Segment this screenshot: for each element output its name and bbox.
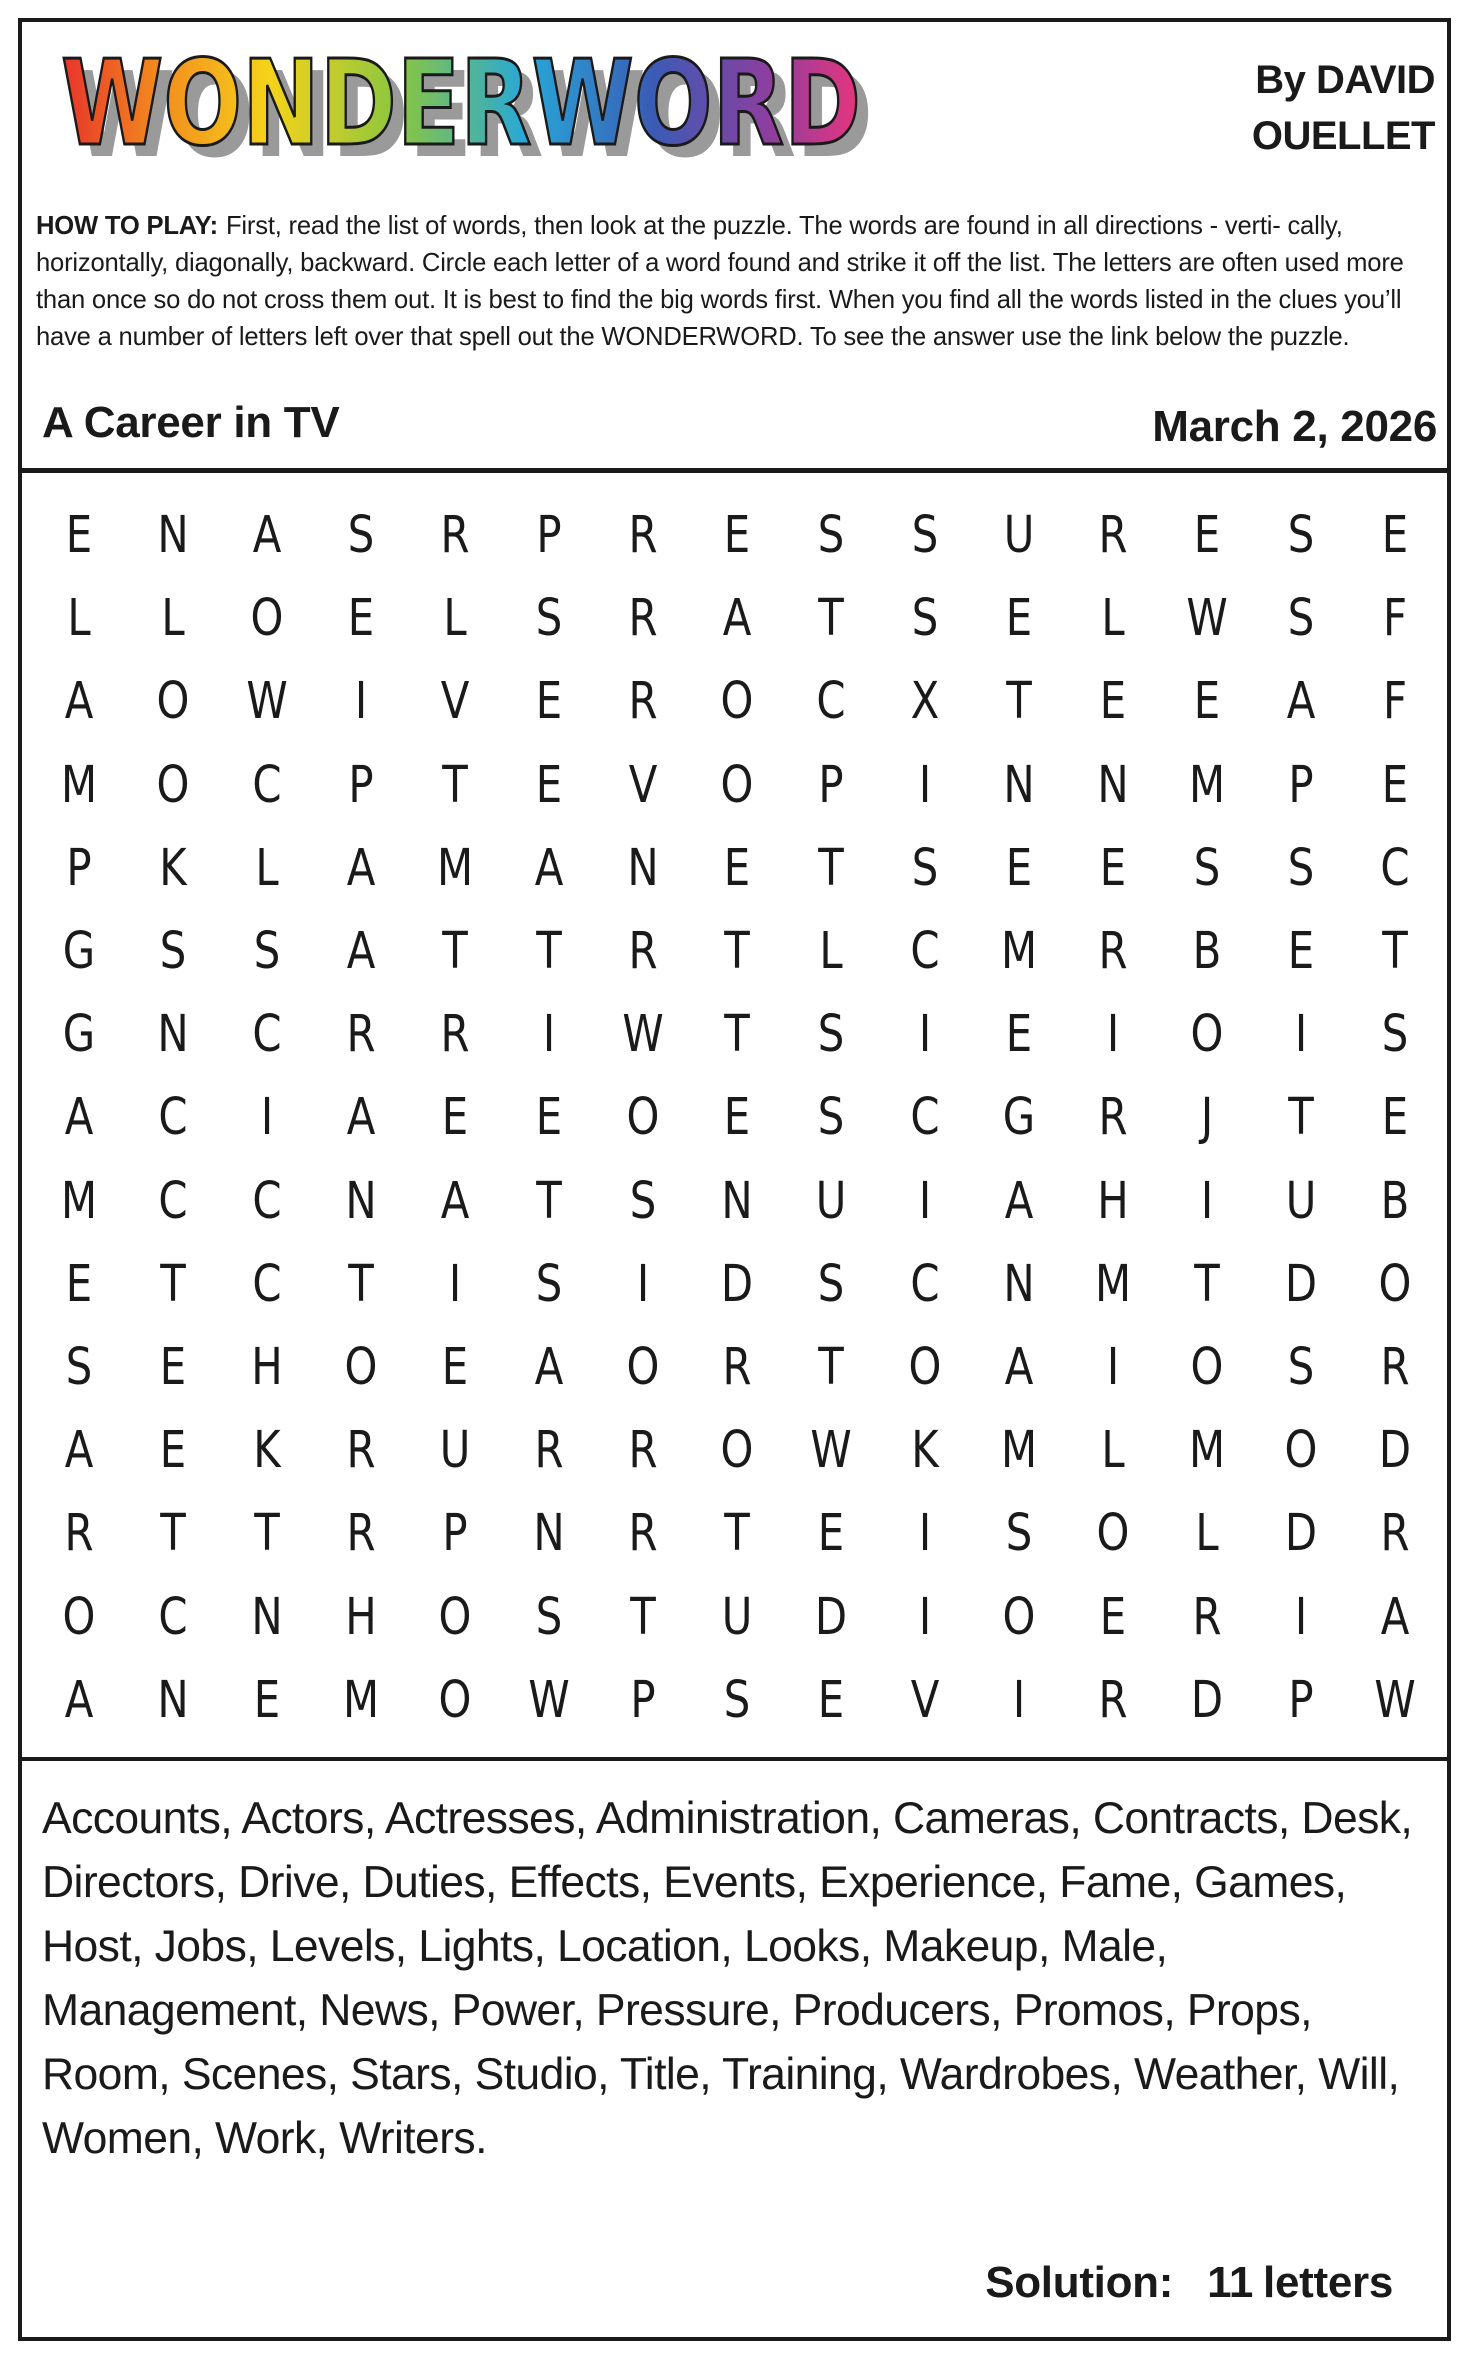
grid-letter[interactable]: K bbox=[911, 1421, 939, 1481]
grid-letter[interactable]: T bbox=[442, 922, 468, 982]
grid-letter[interactable]: U bbox=[721, 1587, 753, 1647]
grid-letter[interactable]: R bbox=[440, 1005, 470, 1065]
svg-text:WONDERWORD: WONDERWORD bbox=[73, 46, 873, 178]
word-list: Accounts, Actors, Actresses, Administration, Cameras, Contracts, Desk, Directors, Drive, Duties, Effects, Events, Experience, Fame, Games, Host, Jobs, Levels, Lights, Location, Looks, Makeup, Male, Management, News, Power, Pressure, Producers, Promos, Props, Room, Scenes, Stars, Studio, Title, Training, Wardrobes, Weather, Will, Women, Work, Writers. bbox=[42, 1794, 1413, 2163]
grid-letter[interactable]: O bbox=[1190, 1005, 1224, 1065]
grid-letter[interactable]: I bbox=[918, 1171, 932, 1231]
grid-letter[interactable]: I bbox=[1294, 1005, 1308, 1065]
grid-letter[interactable]: E bbox=[817, 1504, 845, 1564]
grid-letter[interactable]: F bbox=[1382, 672, 1408, 732]
grid-letter[interactable]: E bbox=[1193, 506, 1221, 566]
grid-letter[interactable]: I bbox=[1294, 1587, 1308, 1647]
grid-letter[interactable]: L bbox=[1195, 1504, 1219, 1564]
grid-letter[interactable]: N bbox=[157, 1670, 189, 1730]
grid-letter[interactable]: R bbox=[1098, 1670, 1128, 1730]
grid-letter[interactable]: I bbox=[260, 1088, 274, 1148]
grid-letter[interactable]: W bbox=[810, 1421, 852, 1481]
grid-letter[interactable]: E bbox=[1005, 1005, 1033, 1065]
byline-line-1: By DAVID bbox=[1255, 58, 1435, 102]
grid-letter[interactable]: N bbox=[157, 506, 189, 566]
grid-letter[interactable]: E bbox=[441, 1338, 469, 1398]
grid-letter[interactable]: L bbox=[161, 589, 185, 649]
grid-letter[interactable]: I bbox=[354, 672, 368, 732]
grid-letter[interactable]: W bbox=[246, 672, 288, 732]
grid-letter[interactable]: O bbox=[1096, 1504, 1130, 1564]
grid-letter[interactable]: S bbox=[1005, 1504, 1033, 1564]
grid-letter[interactable]: F bbox=[1382, 589, 1408, 649]
grid-letter[interactable]: I bbox=[542, 1005, 556, 1065]
grid-letter[interactable]: G bbox=[1002, 1088, 1036, 1148]
grid-letter[interactable]: E bbox=[441, 1088, 469, 1148]
grid-letter[interactable]: T bbox=[1288, 1088, 1314, 1148]
grid-letter[interactable]: S bbox=[347, 506, 375, 566]
grid-letter[interactable]: O bbox=[344, 1338, 378, 1398]
grid-letter[interactable]: E bbox=[159, 1338, 187, 1398]
grid-letter[interactable]: R bbox=[722, 1338, 752, 1398]
grid-letter[interactable]: E bbox=[535, 672, 563, 732]
grid-letter[interactable]: L bbox=[443, 589, 467, 649]
grid-letter[interactable]: A bbox=[346, 1088, 376, 1148]
grid-letter[interactable]: A bbox=[1004, 1171, 1034, 1231]
grid-letter[interactable]: O bbox=[720, 755, 754, 815]
grid-letter[interactable]: C bbox=[252, 1254, 282, 1314]
solution-count: 11 bbox=[1207, 2258, 1254, 2307]
letter-grid bbox=[32, 494, 1442, 1742]
grid-letter[interactable]: C bbox=[910, 922, 940, 982]
grid-letter[interactable]: K bbox=[253, 1421, 281, 1481]
grid-letter[interactable]: H bbox=[251, 1338, 283, 1398]
grid-letter[interactable]: E bbox=[723, 838, 751, 898]
grid-letter[interactable]: M bbox=[1000, 1421, 1038, 1481]
grid-letter[interactable]: X bbox=[910, 672, 940, 732]
grid-letter[interactable]: O bbox=[62, 1587, 96, 1647]
grid-letter[interactable]: I bbox=[918, 1504, 932, 1564]
grid-letter[interactable]: S bbox=[1287, 1338, 1315, 1398]
grid-letter[interactable]: C bbox=[910, 1254, 940, 1314]
grid-letter[interactable]: O bbox=[250, 589, 284, 649]
grid-letter[interactable]: B bbox=[1380, 1171, 1410, 1231]
grid-letter[interactable]: N bbox=[627, 838, 659, 898]
grid-letter[interactable]: I bbox=[1106, 1338, 1120, 1398]
grid-letter[interactable]: R bbox=[628, 589, 658, 649]
grid-letter[interactable]: U bbox=[439, 1421, 471, 1481]
grid-letter[interactable]: S bbox=[817, 506, 845, 566]
grid-letter[interactable]: E bbox=[1099, 1587, 1127, 1647]
grid-letter[interactable]: M bbox=[342, 1670, 380, 1730]
grid-letter[interactable]: O bbox=[438, 1587, 472, 1647]
grid-letter[interactable]: R bbox=[1380, 1504, 1410, 1564]
grid-letter[interactable]: U bbox=[1285, 1171, 1317, 1231]
grid-letter[interactable]: S bbox=[535, 589, 563, 649]
grid-letter[interactable]: C bbox=[158, 1587, 188, 1647]
grid-letter[interactable]: O bbox=[626, 1338, 660, 1398]
grid-letter[interactable]: R bbox=[628, 672, 658, 732]
grid-letter[interactable]: T bbox=[442, 755, 468, 815]
grid-letter[interactable]: A bbox=[722, 589, 752, 649]
grid-letter[interactable]: R bbox=[440, 506, 470, 566]
grid-letter[interactable]: I bbox=[448, 1254, 462, 1314]
grid-letter[interactable]: P bbox=[442, 1504, 468, 1564]
grid-letter[interactable]: N bbox=[1003, 1254, 1035, 1314]
grid-letter[interactable]: I bbox=[1106, 1005, 1120, 1065]
grid-letter[interactable]: T bbox=[536, 1171, 562, 1231]
grid-letter[interactable]: D bbox=[1284, 1254, 1318, 1314]
grid-letter[interactable]: E bbox=[817, 1670, 845, 1730]
grid-letter[interactable]: S bbox=[1287, 838, 1315, 898]
grid-letter[interactable]: T bbox=[818, 1338, 844, 1398]
grid-letter[interactable]: E bbox=[535, 1088, 563, 1148]
grid-letter[interactable]: T bbox=[536, 922, 562, 982]
grid-letter[interactable]: T bbox=[348, 1254, 374, 1314]
grid-letter[interactable]: W bbox=[1186, 589, 1228, 649]
grid-letter[interactable]: S bbox=[911, 506, 939, 566]
puzzle-title: A Career in TV bbox=[42, 398, 340, 447]
grid-letter[interactable]: W bbox=[1374, 1670, 1416, 1730]
grid-letter[interactable]: G bbox=[62, 922, 96, 982]
grid-letter[interactable]: A bbox=[1286, 672, 1316, 732]
grid-letter[interactable]: T bbox=[1006, 672, 1032, 732]
grid-letter[interactable]: C bbox=[816, 672, 846, 732]
grid-letter[interactable]: S bbox=[1193, 838, 1221, 898]
grid-letter[interactable]: O bbox=[156, 755, 190, 815]
grid-letter[interactable]: O bbox=[1190, 1338, 1224, 1398]
grid-letter[interactable]: H bbox=[1097, 1171, 1129, 1231]
grid-letter[interactable]: R bbox=[628, 922, 658, 982]
grid-letter[interactable]: S bbox=[1381, 1005, 1409, 1065]
grid-letter[interactable]: N bbox=[157, 1005, 189, 1065]
grid-letter[interactable]: T bbox=[160, 1504, 186, 1564]
grid-letter[interactable]: A bbox=[1380, 1587, 1410, 1647]
grid-letter[interactable]: R bbox=[346, 1005, 376, 1065]
grid-letter[interactable]: R bbox=[346, 1421, 376, 1481]
grid-letter[interactable]: E bbox=[1381, 506, 1409, 566]
grid-letter[interactable]: C bbox=[252, 1171, 282, 1231]
grid-letter[interactable]: R bbox=[1098, 506, 1128, 566]
grid-letter[interactable]: L bbox=[1101, 589, 1125, 649]
grid-letter[interactable]: S bbox=[253, 922, 281, 982]
grid-letter[interactable]: O bbox=[1284, 1421, 1318, 1481]
byline-line-2: OUELLET bbox=[1251, 114, 1435, 158]
grid-letter[interactable]: H bbox=[345, 1587, 377, 1647]
grid-letter[interactable]: A bbox=[534, 838, 564, 898]
grid-letter[interactable]: K bbox=[159, 838, 187, 898]
grid-letter[interactable]: A bbox=[1004, 1338, 1034, 1398]
grid-letter[interactable]: E bbox=[159, 1421, 187, 1481]
solution-label: Solution: bbox=[985, 2258, 1174, 2307]
grid-letter[interactable]: V bbox=[910, 1670, 940, 1730]
grid-letter[interactable]: I bbox=[636, 1254, 650, 1314]
grid-letter[interactable]: S bbox=[911, 838, 939, 898]
grid-letter[interactable]: P bbox=[630, 1670, 656, 1730]
grid-letter[interactable]: S bbox=[535, 1254, 563, 1314]
grid-letter[interactable]: E bbox=[1099, 838, 1127, 898]
grid-letter[interactable]: O bbox=[720, 672, 754, 732]
how-to-play-label: HOW TO PLAY: bbox=[36, 212, 218, 240]
grid-letter[interactable]: I bbox=[918, 1587, 932, 1647]
grid-letter[interactable]: C bbox=[252, 1005, 282, 1065]
grid-letter[interactable]: P bbox=[1288, 1670, 1314, 1730]
grid-letter[interactable]: O bbox=[438, 1670, 472, 1730]
grid-letter[interactable]: L bbox=[67, 589, 91, 649]
grid-letter[interactable]: S bbox=[723, 1670, 751, 1730]
grid-letter[interactable]: A bbox=[252, 506, 282, 566]
grid-letter[interactable]: I bbox=[918, 1005, 932, 1065]
grid-letter[interactable]: A bbox=[440, 1171, 470, 1231]
grid-letter[interactable]: M bbox=[1000, 922, 1038, 982]
solution-unit: letters bbox=[1263, 2258, 1393, 2307]
grid-letter[interactable]: D bbox=[720, 1254, 754, 1314]
grid-letter[interactable]: T bbox=[254, 1504, 280, 1564]
grid-letter[interactable]: J bbox=[1200, 1088, 1214, 1148]
puzzle-date: March 2, 2026 bbox=[1152, 402, 1437, 451]
grid-letter[interactable]: C bbox=[1380, 838, 1410, 898]
grid-letter[interactable]: L bbox=[255, 838, 279, 898]
grid-letter[interactable]: O bbox=[156, 672, 190, 732]
grid-letter[interactable]: R bbox=[1192, 1587, 1222, 1647]
grid-letter[interactable]: E bbox=[1193, 672, 1221, 732]
grid-letter[interactable]: E bbox=[253, 1670, 281, 1730]
how-to-play bbox=[36, 208, 1446, 356]
grid-letter[interactable]: O bbox=[908, 1338, 942, 1398]
grid-letter[interactable]: S bbox=[1287, 589, 1315, 649]
grid-letter[interactable]: N bbox=[1097, 755, 1129, 815]
grid-letter[interactable]: A bbox=[64, 672, 94, 732]
grid-letter[interactable]: D bbox=[1190, 1670, 1224, 1730]
grid-letter[interactable]: C bbox=[158, 1171, 188, 1231]
grid-letter[interactable]: A bbox=[346, 922, 376, 982]
grid-letter[interactable]: R bbox=[534, 1421, 564, 1481]
grid-letter[interactable]: E bbox=[1005, 589, 1033, 649]
grid-letter[interactable]: M bbox=[60, 1171, 98, 1231]
grid-letter[interactable]: S bbox=[1287, 506, 1315, 566]
grid-letter[interactable]: D bbox=[1378, 1421, 1412, 1481]
grid-letter[interactable]: S bbox=[65, 1338, 93, 1398]
grid-letter[interactable]: V bbox=[440, 672, 470, 732]
grid-letter[interactable]: E bbox=[723, 1088, 751, 1148]
wonderword-logo bbox=[55, 38, 905, 178]
byline bbox=[1252, 52, 1435, 164]
grid-letter[interactable]: E bbox=[65, 1254, 93, 1314]
grid-letter[interactable]: T bbox=[1382, 922, 1408, 982]
grid-letter[interactable]: R bbox=[628, 1504, 658, 1564]
grid-letter[interactable]: M bbox=[436, 838, 474, 898]
grid-letter[interactable]: W bbox=[528, 1670, 570, 1730]
grid-letter[interactable]: T bbox=[724, 1504, 750, 1564]
grid-letter[interactable]: U bbox=[815, 1171, 847, 1231]
grid-letter[interactable]: M bbox=[1094, 1254, 1132, 1314]
grid-letter[interactable]: S bbox=[817, 1254, 845, 1314]
grid-letter[interactable]: R bbox=[628, 1421, 658, 1481]
grid-letter[interactable]: S bbox=[911, 589, 939, 649]
grid-letter[interactable]: D bbox=[814, 1587, 848, 1647]
grid-letter[interactable]: E bbox=[535, 755, 563, 815]
grid-letter[interactable]: I bbox=[1200, 1171, 1214, 1231]
grid-letter[interactable]: E bbox=[1005, 838, 1033, 898]
grid-letter[interactable]: R bbox=[346, 1504, 376, 1564]
svg-text:WONDERWORD: WONDERWORD bbox=[61, 38, 861, 172]
grid-letter[interactable]: M bbox=[1188, 755, 1226, 815]
grid-letter[interactable]: P bbox=[66, 838, 92, 898]
grid-letter[interactable]: A bbox=[64, 1088, 94, 1148]
grid-letter[interactable]: W bbox=[622, 1005, 664, 1065]
grid-letter[interactable]: M bbox=[60, 755, 98, 815]
grid-letter[interactable]: N bbox=[251, 1587, 283, 1647]
grid-letter[interactable]: M bbox=[1188, 1421, 1226, 1481]
grid-letter[interactable]: R bbox=[64, 1504, 94, 1564]
grid-letter[interactable]: S bbox=[629, 1171, 657, 1231]
grid-letter[interactable]: L bbox=[819, 922, 843, 982]
grid-letter[interactable]: R bbox=[1380, 1338, 1410, 1398]
grid-letter[interactable]: U bbox=[1003, 506, 1035, 566]
grid-letter[interactable]: R bbox=[1098, 1088, 1128, 1148]
grid-letter[interactable]: S bbox=[159, 922, 187, 982]
divider-top bbox=[18, 468, 1451, 473]
grid-letter[interactable]: E bbox=[723, 506, 751, 566]
grid-letter[interactable]: E bbox=[1099, 672, 1127, 732]
grid-letter[interactable]: T bbox=[724, 922, 750, 982]
grid-letter[interactable]: E bbox=[1381, 1088, 1409, 1148]
grid-letter[interactable]: S bbox=[817, 1088, 845, 1148]
grid-letter[interactable]: C bbox=[158, 1088, 188, 1148]
grid-letter[interactable]: T bbox=[160, 1254, 186, 1314]
grid-letter[interactable]: N bbox=[533, 1504, 565, 1564]
grid-letter[interactable]: E bbox=[1381, 755, 1409, 815]
grid-letter[interactable]: B bbox=[1192, 922, 1222, 982]
divider-bottom bbox=[22, 1757, 1451, 1761]
grid-letter[interactable]: N bbox=[1003, 755, 1035, 815]
grid-letter[interactable]: E bbox=[347, 589, 375, 649]
grid-letter[interactable]: O bbox=[1002, 1587, 1036, 1647]
grid-letter[interactable]: T bbox=[630, 1587, 656, 1647]
grid-letter[interactable]: T bbox=[724, 1005, 750, 1065]
grid-letter[interactable]: P bbox=[1288, 755, 1314, 815]
grid-letter[interactable]: E bbox=[1287, 922, 1315, 982]
grid-letter[interactable]: T bbox=[818, 838, 844, 898]
grid-letter[interactable]: A bbox=[534, 1338, 564, 1398]
grid-letter[interactable]: A bbox=[64, 1670, 94, 1730]
grid-letter[interactable]: I bbox=[918, 755, 932, 815]
grid-letter[interactable]: L bbox=[1101, 1421, 1125, 1481]
grid-letter[interactable]: N bbox=[345, 1171, 377, 1231]
grid-letter[interactable]: R bbox=[628, 506, 658, 566]
grid-letter[interactable]: R bbox=[1098, 922, 1128, 982]
grid-letter[interactable]: O bbox=[720, 1421, 754, 1481]
grid-letter[interactable]: P bbox=[536, 506, 562, 566]
grid-letter[interactable]: A bbox=[346, 838, 376, 898]
grid-letter[interactable]: S bbox=[817, 1005, 845, 1065]
grid-letter[interactable]: E bbox=[65, 506, 93, 566]
grid-letter[interactable]: A bbox=[64, 1421, 94, 1481]
grid-letter[interactable]: S bbox=[535, 1587, 563, 1647]
grid-letter[interactable]: G bbox=[62, 1005, 96, 1065]
grid-letter[interactable]: P bbox=[818, 755, 844, 815]
grid-letter[interactable]: C bbox=[910, 1088, 940, 1148]
grid-letter[interactable]: D bbox=[1284, 1504, 1318, 1564]
solution-info bbox=[985, 2258, 1393, 2308]
grid-letter[interactable]: O bbox=[1378, 1254, 1412, 1314]
grid-letter[interactable]: P bbox=[348, 755, 374, 815]
grid-letter[interactable]: V bbox=[628, 755, 658, 815]
how-to-play-text: First, read the list of words, then look at the puzzle. The words are found in all directions - verti- cally, horizontally, diagonally, backward. Circle each letter of a word found and strike it off the list. The letters are often used more than once so do not cross them out. It is best to find the big words first. When you find all the words listed in the clues you’ll have a number of letters left over that spell out the WONDERWORD. To see the answer use the link below the puzzle. bbox=[36, 212, 1404, 351]
grid-letter[interactable]: T bbox=[1194, 1254, 1220, 1314]
grid-letter[interactable]: I bbox=[1012, 1670, 1026, 1730]
grid-letter[interactable]: T bbox=[818, 589, 844, 649]
grid-letter[interactable]: O bbox=[626, 1088, 660, 1148]
grid-letter[interactable]: N bbox=[721, 1171, 753, 1231]
grid-letter[interactable]: C bbox=[252, 755, 282, 815]
